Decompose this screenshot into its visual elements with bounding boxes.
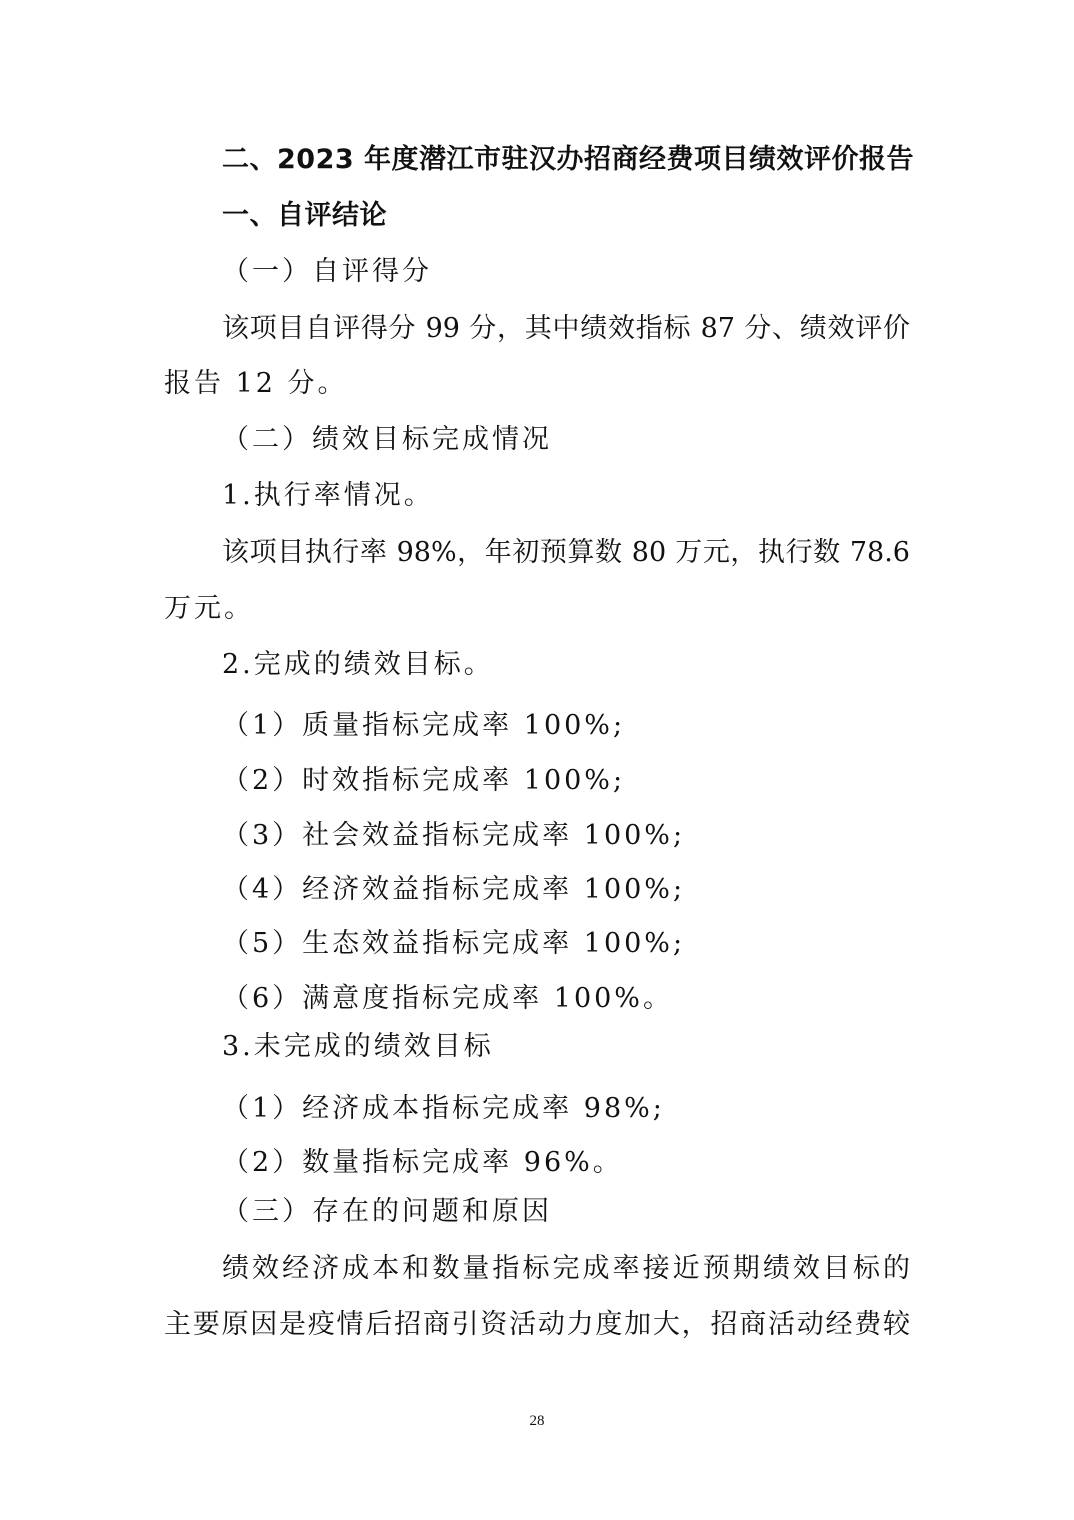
- score-paragraph-line-1: 该项目自评得分 99 分，其中绩效指标 87 分、绩效评价: [222, 313, 910, 344]
- execution-paragraph-line-1: 该项目执行率 98%，年初预算数 80 万元，执行数 78.6: [222, 537, 910, 568]
- section-heading-self-evaluation-conclusion: 一、自评结论: [222, 200, 387, 231]
- execution-paragraph-line-2: 万元。: [164, 593, 254, 624]
- item-heading-uncompleted-targets: 3.未完成的绩效目标: [222, 1031, 494, 1062]
- score-paragraph-line-2: 报告 12 分。: [164, 368, 348, 399]
- problem-paragraph-line-1: 绩效经济成本和数量指标完成率接近预期绩效目标的: [222, 1253, 910, 1284]
- item-heading-completed-targets: 2.完成的绩效目标。: [222, 649, 494, 680]
- report-title: 二、2023 年度潜江市驻汉办招商经费项目绩效评价报告: [222, 144, 915, 175]
- uncompleted-target-item: （1）经济成本指标完成率 98%;: [222, 1093, 665, 1124]
- completed-target-item: （6）满意度指标完成率 100%。: [222, 983, 673, 1014]
- uncompleted-target-item: （2）数量指标完成率 96%。: [222, 1147, 623, 1178]
- item-heading-execution-rate: 1.执行率情况。: [222, 480, 434, 511]
- completed-target-item: （1）质量指标完成率 100%;: [222, 710, 626, 741]
- subsection-heading-self-score: （一）自评得分: [222, 256, 432, 287]
- completed-target-item: （2）时效指标完成率 100%;: [222, 765, 626, 796]
- completed-target-item: （5）生态效益指标完成率 100%;: [222, 928, 686, 959]
- problem-paragraph-line-2: 主要原因是疫情后招商引资活动力度加大，招商活动经费较: [164, 1309, 910, 1340]
- page-number: 28: [529, 1413, 545, 1429]
- completed-target-item: （3）社会效益指标完成率 100%;: [222, 820, 686, 851]
- subsection-heading-target-completion: （二）绩效目标完成情况: [222, 424, 552, 455]
- subsection-heading-problems-and-causes: （三）存在的问题和原因: [222, 1196, 552, 1227]
- completed-target-item: （4）经济效益指标完成率 100%;: [222, 874, 686, 905]
